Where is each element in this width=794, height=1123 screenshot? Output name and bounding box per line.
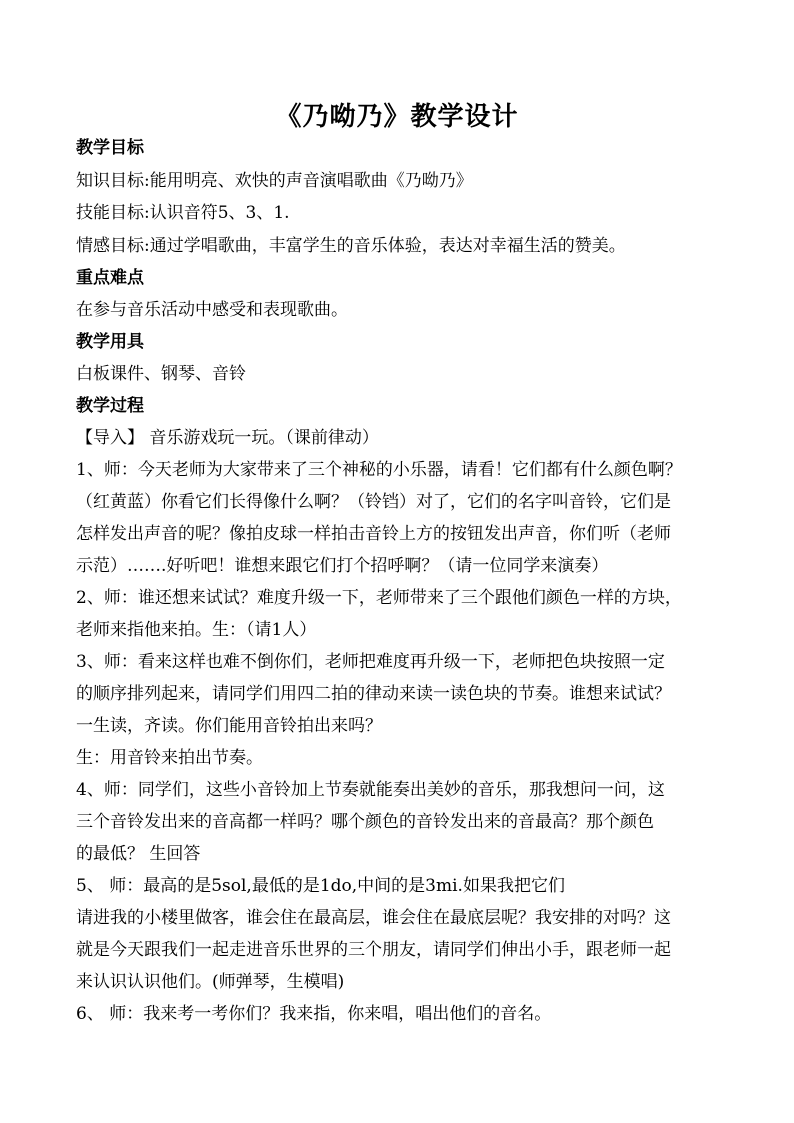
paragraph-line: 4、师：同学们，这些小音铃加上节奏就能奏出美妙的音乐，那我想问一问，这 xyxy=(76,780,665,800)
heading-key-points: 重点难点 xyxy=(76,268,144,288)
heading-teaching-process: 教学过程 xyxy=(76,396,144,416)
paragraph-line: 示范）…….好听吧！谁想来跟它们打个招呼啊？（请一位同学来演奏） xyxy=(76,556,609,576)
intro-line: 【导入】 音乐游戏玩一玩。（课前律动） xyxy=(76,428,379,448)
teaching-tools-text: 白板课件、钢琴、音铃 xyxy=(76,364,246,384)
paragraph-line: 1、师：今天老师为大家带来了三个神秘的小乐器，请看！它们都有什么颜色啊？ xyxy=(76,460,682,480)
heading-teaching-tools: 教学用具 xyxy=(76,332,144,352)
paragraph-line: 6、 师：我来考一考你们？我来指，你来唱，唱出他们的音名。 xyxy=(76,1004,552,1024)
paragraph-line: 一生读，齐读。你们能用音铃拍出来吗？ xyxy=(76,716,382,736)
paragraph-line: 就是今天跟我们一起走进音乐世界的三个朋友，请同学们伸出小手，跟老师一起 xyxy=(76,940,671,960)
paragraph-line: 老师来指他来拍。生：（请1人） xyxy=(76,620,317,640)
paragraph-line: 生：用音铃来拍出节奏。 xyxy=(76,748,263,768)
heading-teaching-goals: 教学目标 xyxy=(76,138,144,158)
key-points-text: 在参与音乐活动中感受和表现歌曲。 xyxy=(76,300,348,320)
paragraph-line: 的最低？ 生回答 xyxy=(76,844,201,864)
paragraph-line: 的顺序排列起来，请同学们用四二拍的律动来读一读色块的节奏。谁想来试试？ xyxy=(76,684,671,704)
paragraph-line: （红黄蓝）你看它们长得像什么啊？（铃铛）对了，它们的名字叫音铃，它们是 xyxy=(76,492,671,512)
emotion-goal: 情感目标:通过学唱歌曲，丰富学生的音乐体验，表达对幸福生活的赞美。 xyxy=(76,236,626,256)
paragraph-line: 来认识认识他们。(师弹琴，生模唱) xyxy=(76,972,345,992)
skill-goal: 技能目标:认识音符5、3、1. xyxy=(76,203,290,223)
paragraph-line: 怎样发出声音的呢？像拍皮球一样拍击音铃上方的按钮发出声音，你们听（老师 xyxy=(76,524,671,544)
document-title: 《乃呦乃》教学设计 xyxy=(275,102,519,132)
paragraph-line: 2、师：谁还想来试试？难度升级一下，老师带来了三个跟他们颜色一样的方块， xyxy=(76,588,682,608)
paragraph-line: 请进我的小楼里做客，谁会住在最高层，谁会住在最底层呢？我安排的对吗？这 xyxy=(76,908,671,928)
paragraph-line: 5、 师：最高的是5sol,最低的是1do,中间的是3mi.如果我把它们 xyxy=(76,876,565,896)
knowledge-goal: 知识目标:能用明亮、欢快的声音演唱歌曲《乃呦乃》 xyxy=(76,171,473,191)
paragraph-line: 3、师：看来这样也难不倒你们，老师把难度再升级一下，老师把色块按照一定 xyxy=(76,652,665,672)
paragraph-line: 三个音铃发出来的音高都一样吗？哪个颜色的音铃发出来的音最高？那个颜色 xyxy=(76,812,654,832)
